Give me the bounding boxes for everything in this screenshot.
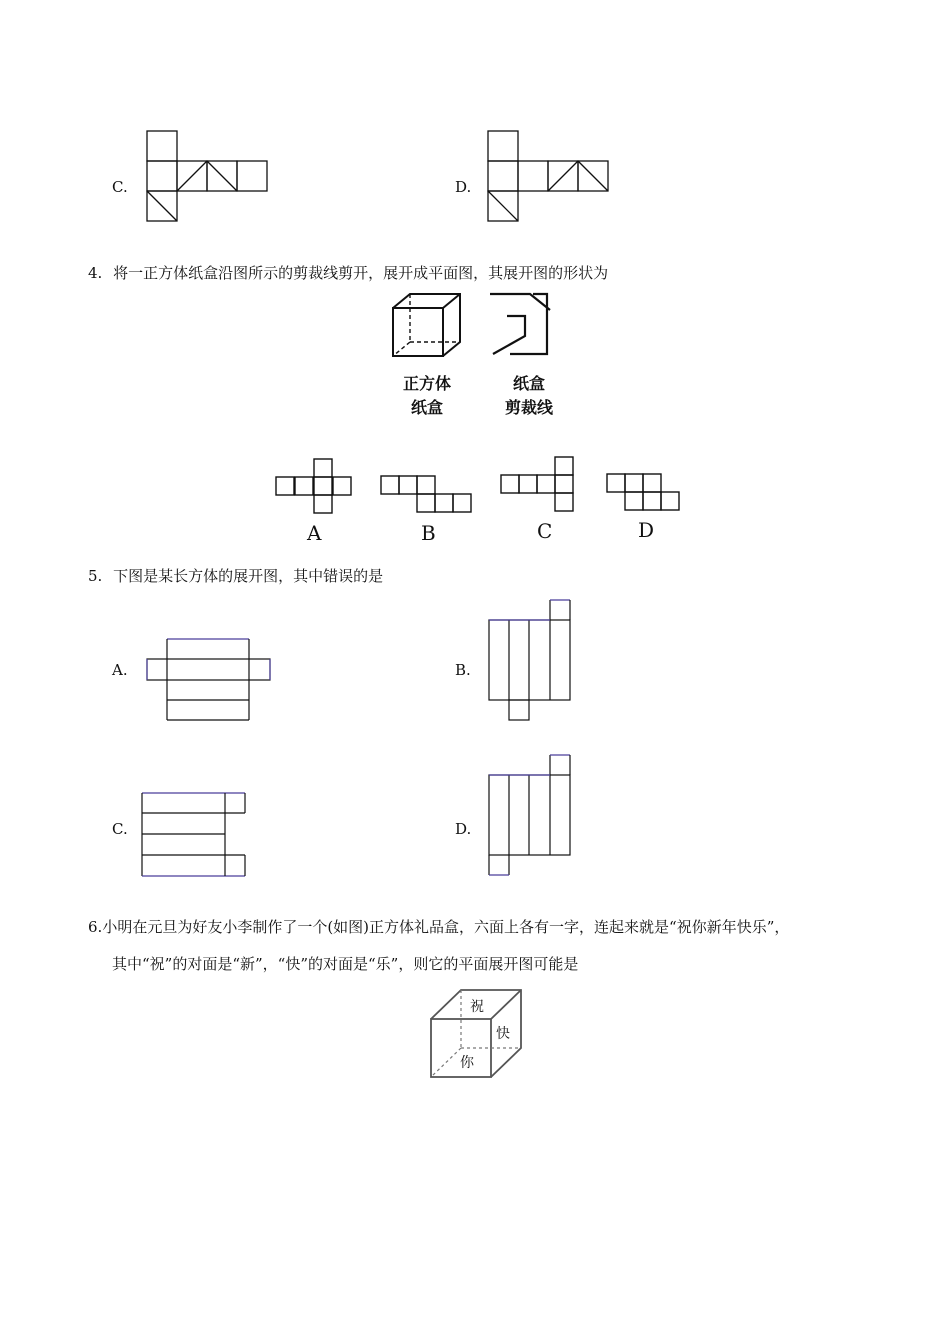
q6-number: 6. [88, 918, 103, 936]
q4-cut-caption-line1: 纸盒 [512, 374, 545, 393]
q3-option-d-label: D. [455, 178, 472, 196]
q4-text: 将一正方体纸盒沿图所示的剪裁线剪开，展开成平面图，其展开图的形状为 [113, 264, 609, 282]
q5-option-a-label: A. [112, 661, 128, 679]
q3-option-c-label: C. [112, 178, 128, 196]
q5-option-b-label: B. [455, 661, 471, 679]
q5-option-c-label: C. [112, 820, 128, 838]
q4-option-a-letter: A [307, 521, 322, 545]
q6-gift-cube-figure [428, 986, 528, 1086]
q6-cube-right-char: 快 [496, 1026, 510, 1042]
q6-text-line2: 其中“祝”的对面是“新”，“快”的对面是“乐”，则它的平面展开图可能是 [112, 955, 579, 973]
q4-cut-caption-line2: 剪裁线 [504, 398, 553, 417]
q6-cube-front-char: 你 [460, 1055, 474, 1071]
q5-number: 5. [88, 567, 103, 585]
q5-option-d-label: D. [455, 820, 472, 838]
q4-option-d-letter: D [638, 518, 655, 542]
q4-option-b-letter: B [421, 521, 436, 545]
q6-question-line1 [88, 916, 789, 937]
q4-number: 4. [88, 264, 103, 282]
q5-text: 下图是某长方体的展开图，其中错误的是 [113, 567, 384, 585]
q4-cube-caption-line1: 正方体 [402, 374, 451, 393]
q6-text-line1: 小明在元旦为好友小李制作了一个(如图)正方体礼品盒，六面上各有一字，连起来就是“祝你新年快乐”， [102, 918, 790, 936]
q4-option-c-letter: C [537, 519, 553, 543]
q4-cube-caption-line2: 纸盒 [410, 398, 443, 417]
q6-cube-top-char: 祝 [470, 999, 484, 1015]
